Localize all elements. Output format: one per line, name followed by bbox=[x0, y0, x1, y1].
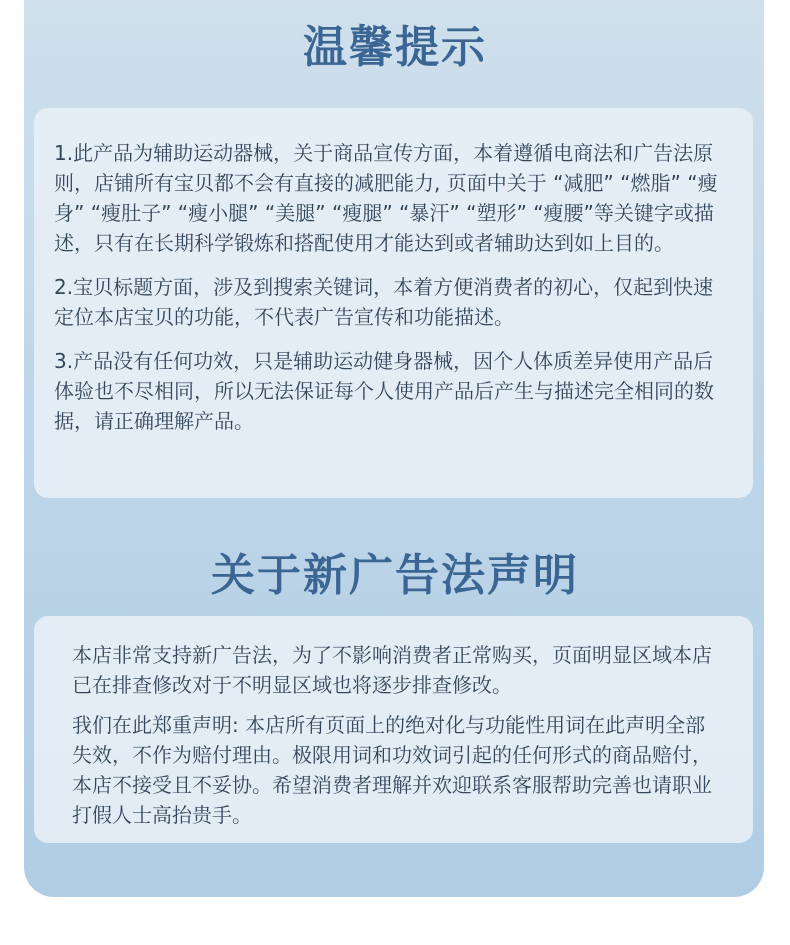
declaration-paragraph-2: 我们在此郑重声明: 本店所有页面上的绝对化与功能性用词在此声明全部失效，不作为赔付理由。极限用词和功效词引起的任何形式的商品赔付，本店不接受且不妥协。希望消费者理解并欢迎联系客服帮助完善也请职业打假人士高抬贵手。 bbox=[72, 713, 712, 827]
notice-paragraph-3: 3.产品没有任何功效，只是辅助运动健身器械，因个人体质差异使用产品后体验也不尽相同，所以无法保证每个人使用产品后产生与描述完全相同的数据，请正确理解产品。 bbox=[54, 349, 714, 433]
notice-title: 温馨提示 bbox=[303, 22, 487, 73]
declaration-paragraph-1: 本店非常支持新广告法，为了不影响消费者正常购买，页面明显区域本店已在排查修改对于不明显区域也将逐步排查修改。 bbox=[72, 643, 712, 697]
notice-card bbox=[34, 108, 753, 498]
notice-paragraph-2: 2.宝贝标题方面，涉及到搜索关键词，本着方便消费者的初心，仅起到快速定位本店宝贝的功能，不代表广告宣传和功能描述。 bbox=[54, 275, 714, 329]
declaration-title: 关于新广告法声明 bbox=[211, 550, 579, 601]
notice-paragraph-1: 1.此产品为辅助运动器械，关于商品宣传方面，本着遵循电商法和广告法原则，店铺所有宝贝都不会有直接的减肥能力, 页面中关于 “减肥” “燃脂” “瘦身” “瘦肚子” “瘦小腿” “美腿” “瘦腿” “暴汗” “塑形” “瘦腰”等关键字或描述，只有在长期科学锻炼和搭配使用才能达到或者辅助达到如上目的。 bbox=[54, 141, 718, 255]
declaration-card bbox=[34, 616, 753, 843]
